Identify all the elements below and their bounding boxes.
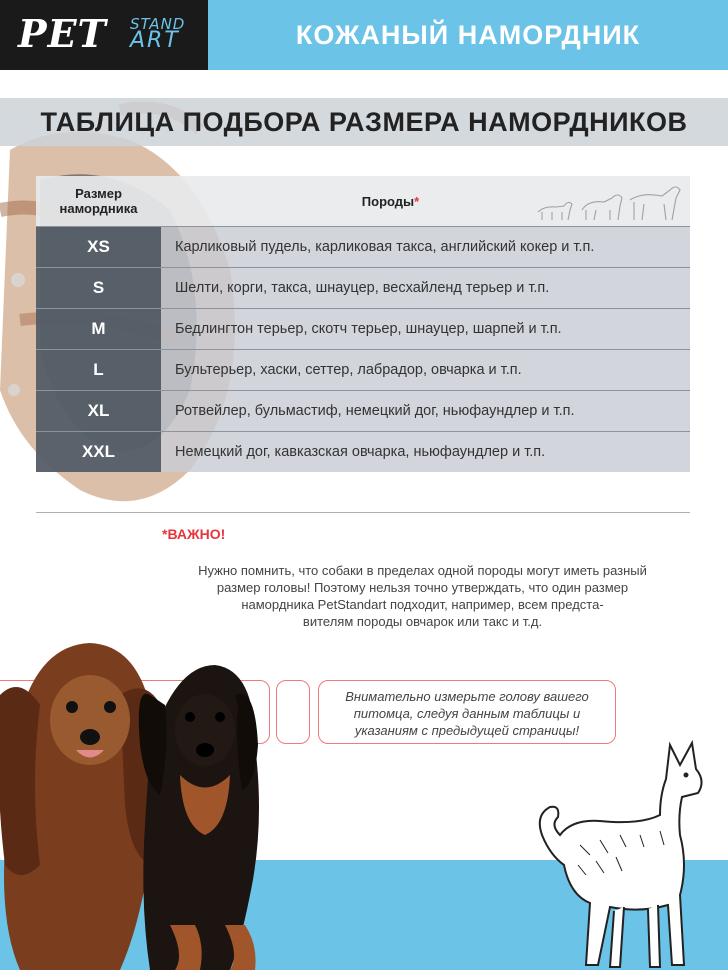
breeds-cell: Немецкий дог, кавказская овчарка, ньюфаундлер и т.п. [175, 444, 546, 460]
size-cell: XXL [36, 432, 161, 472]
basenji-sketch [520, 735, 720, 970]
table-row [36, 308, 690, 349]
logo-stand-text: STAND [130, 15, 186, 33]
tip-line: указаниям с предыдущей страницы! [354, 723, 580, 738]
table-row [36, 349, 690, 390]
important-note [150, 562, 695, 630]
size-cell: L [36, 350, 161, 390]
dog-sketches-icon [530, 176, 690, 226]
breeds-cell: Шелти, корги, такса, шнауцер, весхайленд терьер и т.п. [175, 280, 550, 296]
table-row [36, 267, 690, 308]
logo-art-text: ART [130, 28, 180, 53]
size-cell: XS [36, 227, 161, 267]
important-label: *ВАЖНО! [162, 526, 226, 542]
header-breeds-asterisk: * [414, 193, 420, 209]
size-cell: S [36, 268, 161, 308]
page-header-title: КОЖАНЫЙ НАМОРДНИК [295, 20, 641, 50]
header-size-line2: намордника [59, 201, 138, 216]
section-title: ТАБЛИЦА ПОДБОРА РАЗМЕРА НАМОРДНИКОВ [40, 107, 688, 137]
size-cell: XL [36, 391, 161, 431]
table-row [36, 226, 690, 267]
tip-line: Внимательно измерьте голову вашего [345, 689, 589, 704]
important-line: намордника PetStandart подходит, например, всем предста- [241, 597, 604, 612]
table-row [36, 390, 690, 431]
important-line: Нужно помнить, что собаки в пределах одной породы могут иметь разный [198, 563, 647, 578]
dachshunds-photo [0, 625, 290, 970]
tip-line: питомца, следуя данным таблицы и [353, 706, 581, 721]
divider [36, 512, 690, 513]
table-row [36, 431, 690, 472]
logo-pet-text: PET [18, 11, 107, 56]
brand-logo [0, 0, 208, 70]
breeds-cell: Бультерьер, хаски, сеттер, лабрадор, овчарка и т.п. [175, 362, 522, 378]
header-band [0, 0, 728, 70]
breeds-cell: Карликовый пудель, карликовая такса, английский кокер и т.п. [175, 239, 595, 255]
tip-text [322, 688, 612, 739]
header-size-cell [36, 176, 161, 226]
important-line: вителям породы овчарок или такс и т.д. [302, 614, 543, 629]
breeds-cell: Ротвейлер, бульмастиф, немецкий дог, ньюфаундлер и т.п. [175, 403, 575, 419]
table-header [36, 176, 690, 226]
breeds-cell: Бедлингтон терьер, скотч терьер, шнауцер, шарпей и т.п. [175, 321, 562, 337]
important-line: размер головы! Поэтому нельзя точно утверждать, что один размер [216, 580, 629, 595]
size-table [36, 176, 690, 472]
header-size-line1: Размер [75, 186, 122, 201]
size-cell: M [36, 309, 161, 349]
header-breeds-label: Породы [361, 193, 415, 209]
